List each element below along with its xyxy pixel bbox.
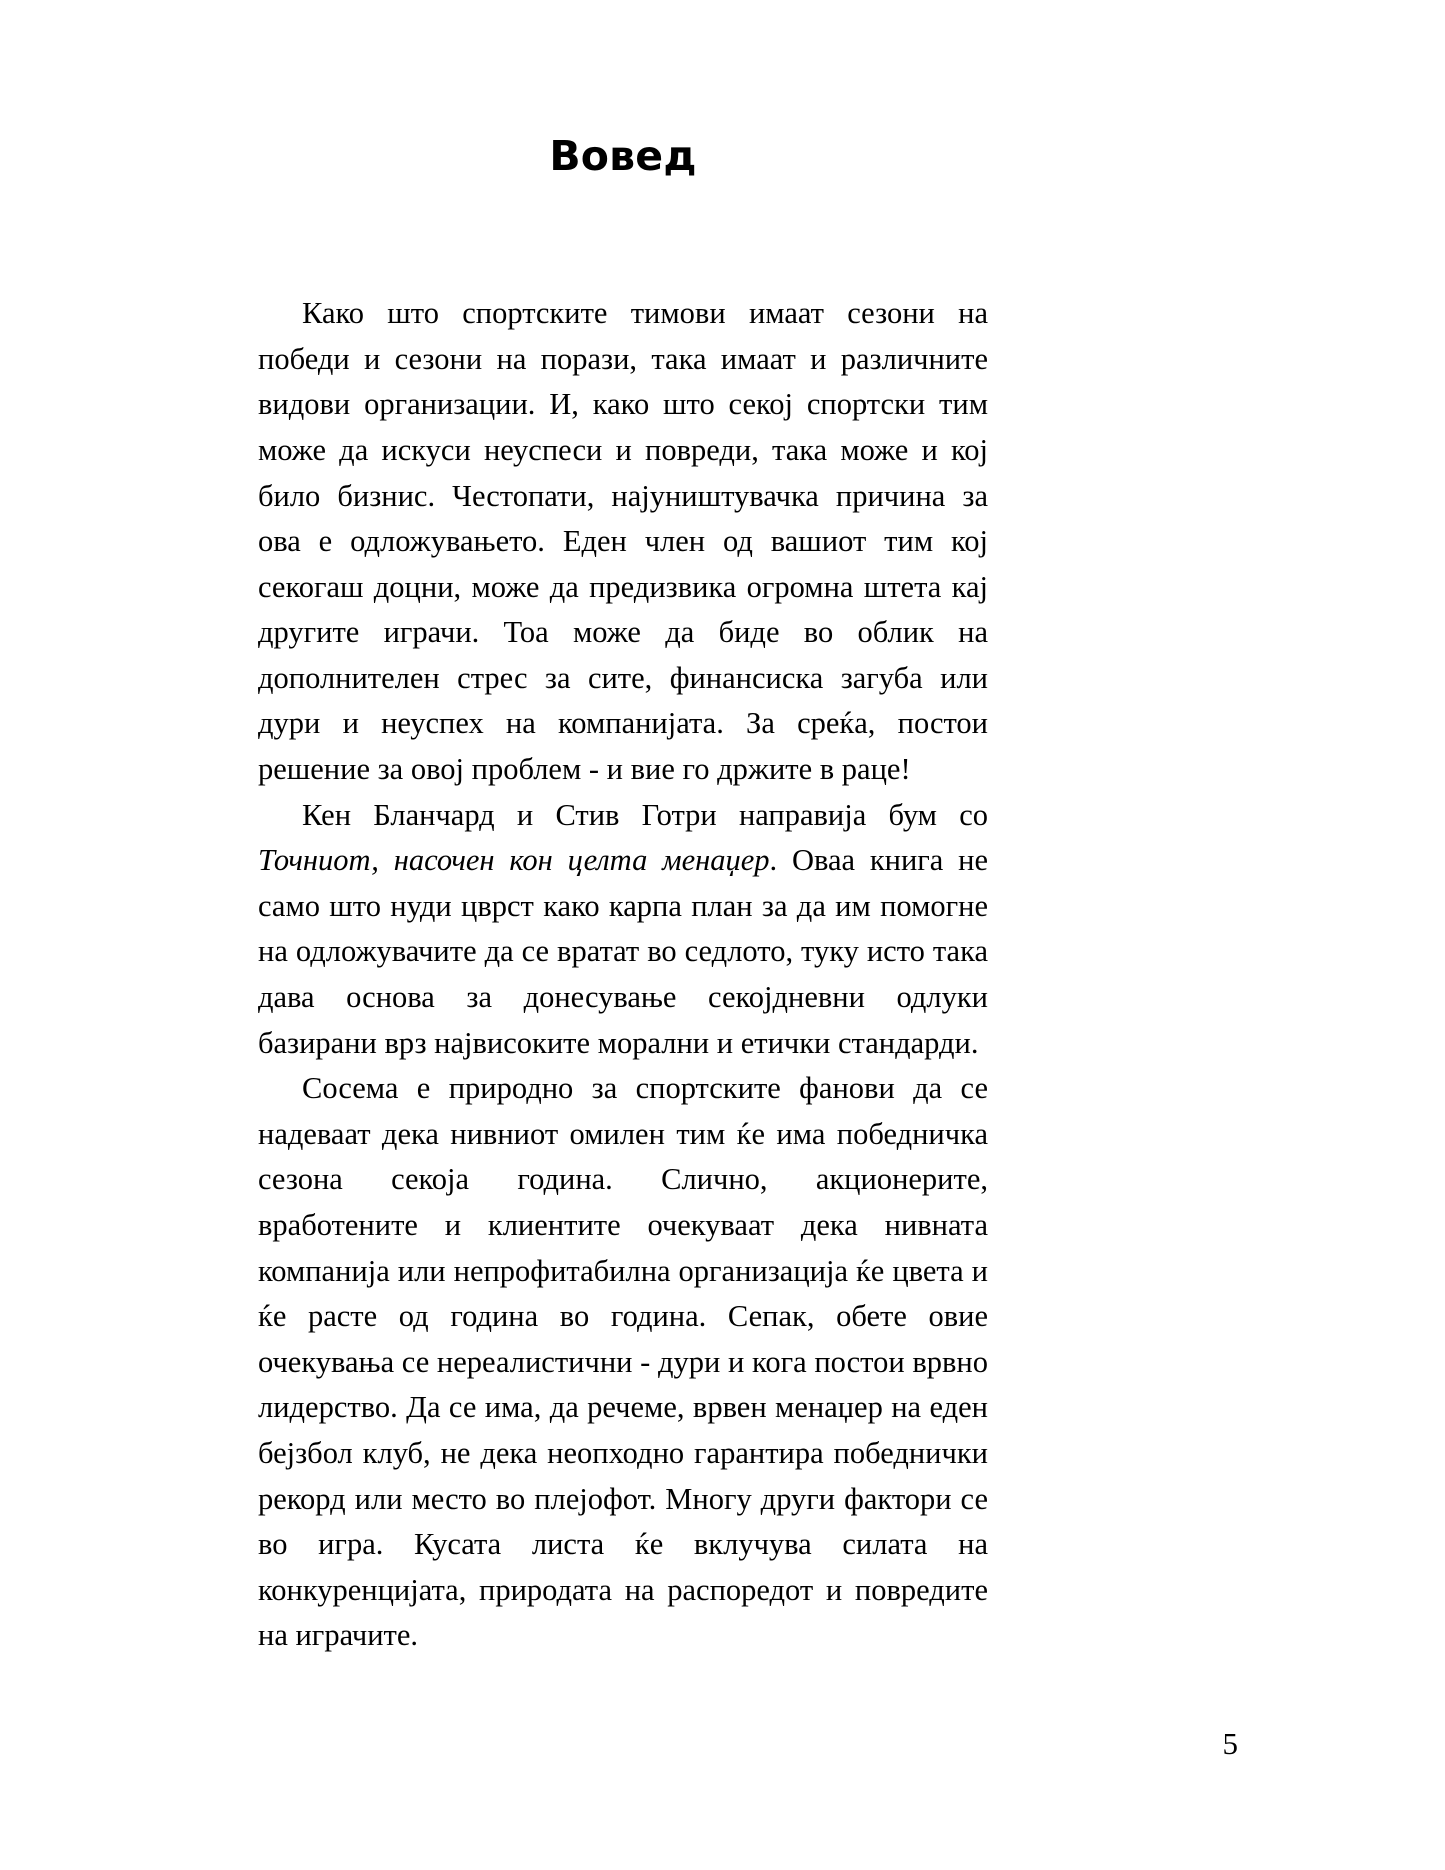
- book-title-italic: Точниот, насочен кон целта менаџер: [258, 843, 770, 878]
- paragraph-3: [258, 1066, 988, 1659]
- page-title: Вовед: [549, 132, 697, 180]
- paragraph-2-lead: Кен Бланчард и Стив Готри направија бум со: [302, 797, 988, 832]
- paragraph-2: [258, 793, 988, 1067]
- page-content: [258, 0, 988, 1659]
- paragraph-1: [258, 291, 988, 793]
- paragraph-1-text: Како што спортските тимови имаат сезони на победи и сезони на порази, така имаат и различните видови организации. И, како што секој спортски тим може да искуси неуспеси и повреди, така може и кој било бизнис. Честопати, најуништувачка причина за ова е одложувањето. Еден член од вашиот тим кој секогаш доцни, може да предизвика огромна штета кај другите играчи. Тоа може да биде во облик на дополнителен стрес за сите, финансиска загуба или дури и неуспех на компанијата. За среќа, постои решение за овој проблем - и вие го држите в раце!: [258, 296, 988, 787]
- paragraph-3-text: Сосема е природно за спортските фанови да се надеваат дека нивниот омилен тим ќе има победничка сезона секоја година. Слично, акционерите, вработените и клиентите очекуваат дека нивната компанија или непрофитабилна организација ќе цвета и ќе расте од година во година. Сепак, обете овие очекувања се нереалистични - дури и кога постои врвно лидерство. Да се има, да речеме, врвен менаџер на еден бејзбол клуб, не дека неопходно гарантира победнички рекорд или место во плејофот. Многу други фактори се во игра. Кусата листа ќе вклучува силата на конкуренцијата, природата на распоредот и повредите на играчите.: [258, 1071, 988, 1653]
- paragraph-2-rest: . Оваа книга не само што нуди цврст како карпа план за да им помогне на одложувачите да се вратат во седлото, туку исто така дава основа за донесување секојдневни одлуки базирани врз највисоките морални и етички стандарди.: [258, 843, 988, 1060]
- page-number: 5: [1222, 1726, 1238, 1761]
